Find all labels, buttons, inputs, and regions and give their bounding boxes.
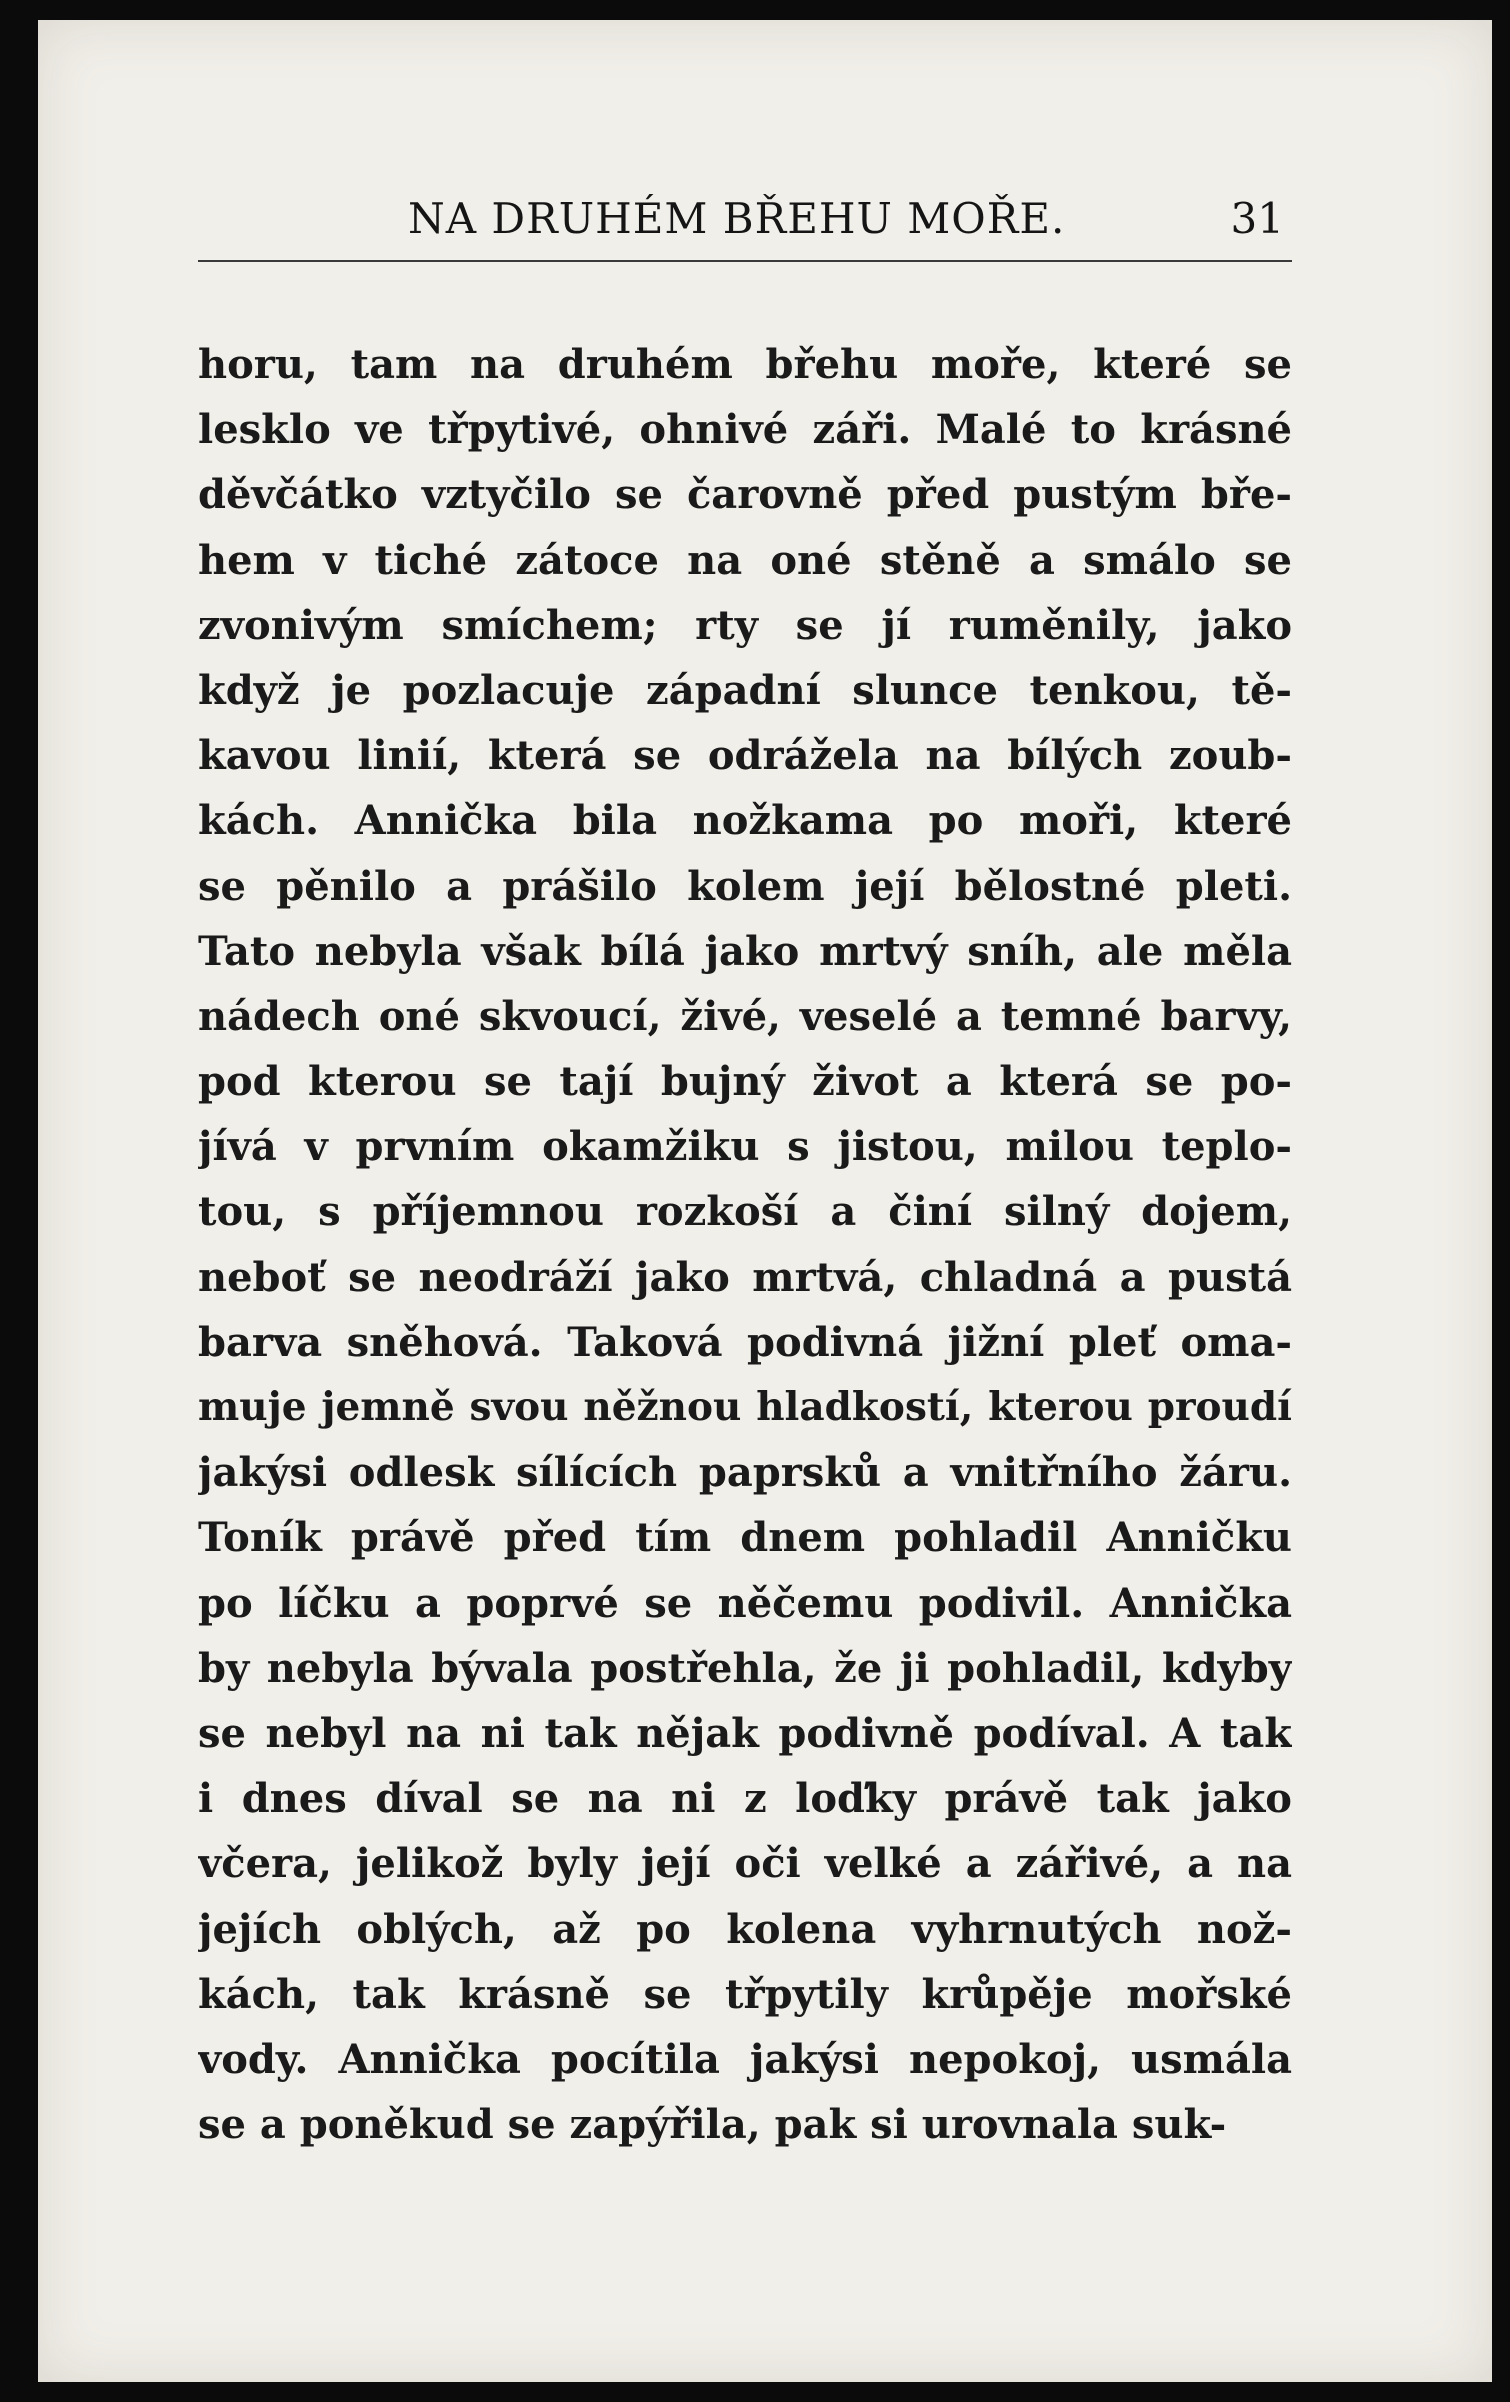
- body-text: [198, 332, 1292, 2157]
- text-line: by nebyla bývala postřehla, že ji pohladil, kdyby: [198, 1644, 1292, 1692]
- text-line: se nebyl na ni tak nějak podivně podíval. A tak: [198, 1709, 1292, 1757]
- text-line: kách. Annička bila nožkama po moři, které: [198, 797, 1292, 845]
- chapter-title: NA DRUHÉM BŘEHU MOŘE.: [408, 194, 1066, 243]
- page-number: 31: [1230, 194, 1284, 243]
- text-line: jakýsi odlesk sílících paprsků a vnitřního žáru.: [198, 1449, 1292, 1497]
- text-line: hem v tiché zátoce na oné stěně a smálo se: [198, 536, 1292, 584]
- text-line: zvonivým smíchem; rty se jí ruměnily, jako: [198, 601, 1292, 649]
- text-line: po líčku a poprvé se něčemu podivil. Annička: [198, 1579, 1292, 1627]
- text-line: barva sněhová. Taková podivná jižní pleť oma-: [198, 1318, 1292, 1366]
- text-line: i dnes díval se na ni z loďky právě tak jako: [198, 1775, 1292, 1823]
- text-line: jívá v prvním okamžiku s jistou, milou teplo-: [198, 1123, 1292, 1171]
- text-line: tou, s příjemnou rozkoší a činí silný dojem,: [198, 1188, 1292, 1236]
- text-line: neboť se neodráží jako mrtvá, chladná a pustá: [198, 1253, 1292, 1301]
- text-line: se a poněkud se zapýřila, pak si urovnala suk-: [198, 2101, 1227, 2149]
- text-line: nádech oné skvoucí, živé, veselé a temné barvy,: [198, 992, 1292, 1040]
- text-line: Tato nebyla však bílá jako mrtvý sníh, ale měla: [198, 927, 1292, 975]
- text-line: muje jemně svou něžnou hladkostí, kterou proudí: [198, 1384, 1292, 1430]
- text-line: se pěnilo a prášilo kolem její bělostné pleti.: [198, 862, 1292, 910]
- text-line: vody. Annička pocítila jakýsi nepokoj, usmála: [198, 2035, 1292, 2083]
- text-line: kavou linií, která se odrážela na bílých zoub-: [198, 732, 1292, 780]
- text-line: jejích oblých, až po kolena vyhrnutých nož-: [198, 1905, 1292, 1953]
- text-line: včera, jelikož byly její oči velké a zářivé, a na: [198, 1840, 1292, 1888]
- text-line: když je pozlacuje západní slunce tenkou, tě-: [198, 666, 1292, 714]
- text-line: lesklo ve třpytivé, ohnivé záři. Malé to krásné: [198, 406, 1292, 454]
- text-line: kách, tak krásně se třpytily krůpěje mořské: [198, 1970, 1292, 2018]
- text-line: horu, tam na druhém břehu moře, které se: [198, 341, 1292, 388]
- running-head: [198, 180, 1292, 262]
- text-line: Toník právě před tím dnem pohladil Anničku: [198, 1514, 1292, 1562]
- text-line: pod kterou se tají bujný život a která se po-: [198, 1058, 1292, 1106]
- text-line: děvčátko vztyčilo se čarovně před pustým bře-: [198, 471, 1292, 519]
- book-page: [38, 20, 1492, 2382]
